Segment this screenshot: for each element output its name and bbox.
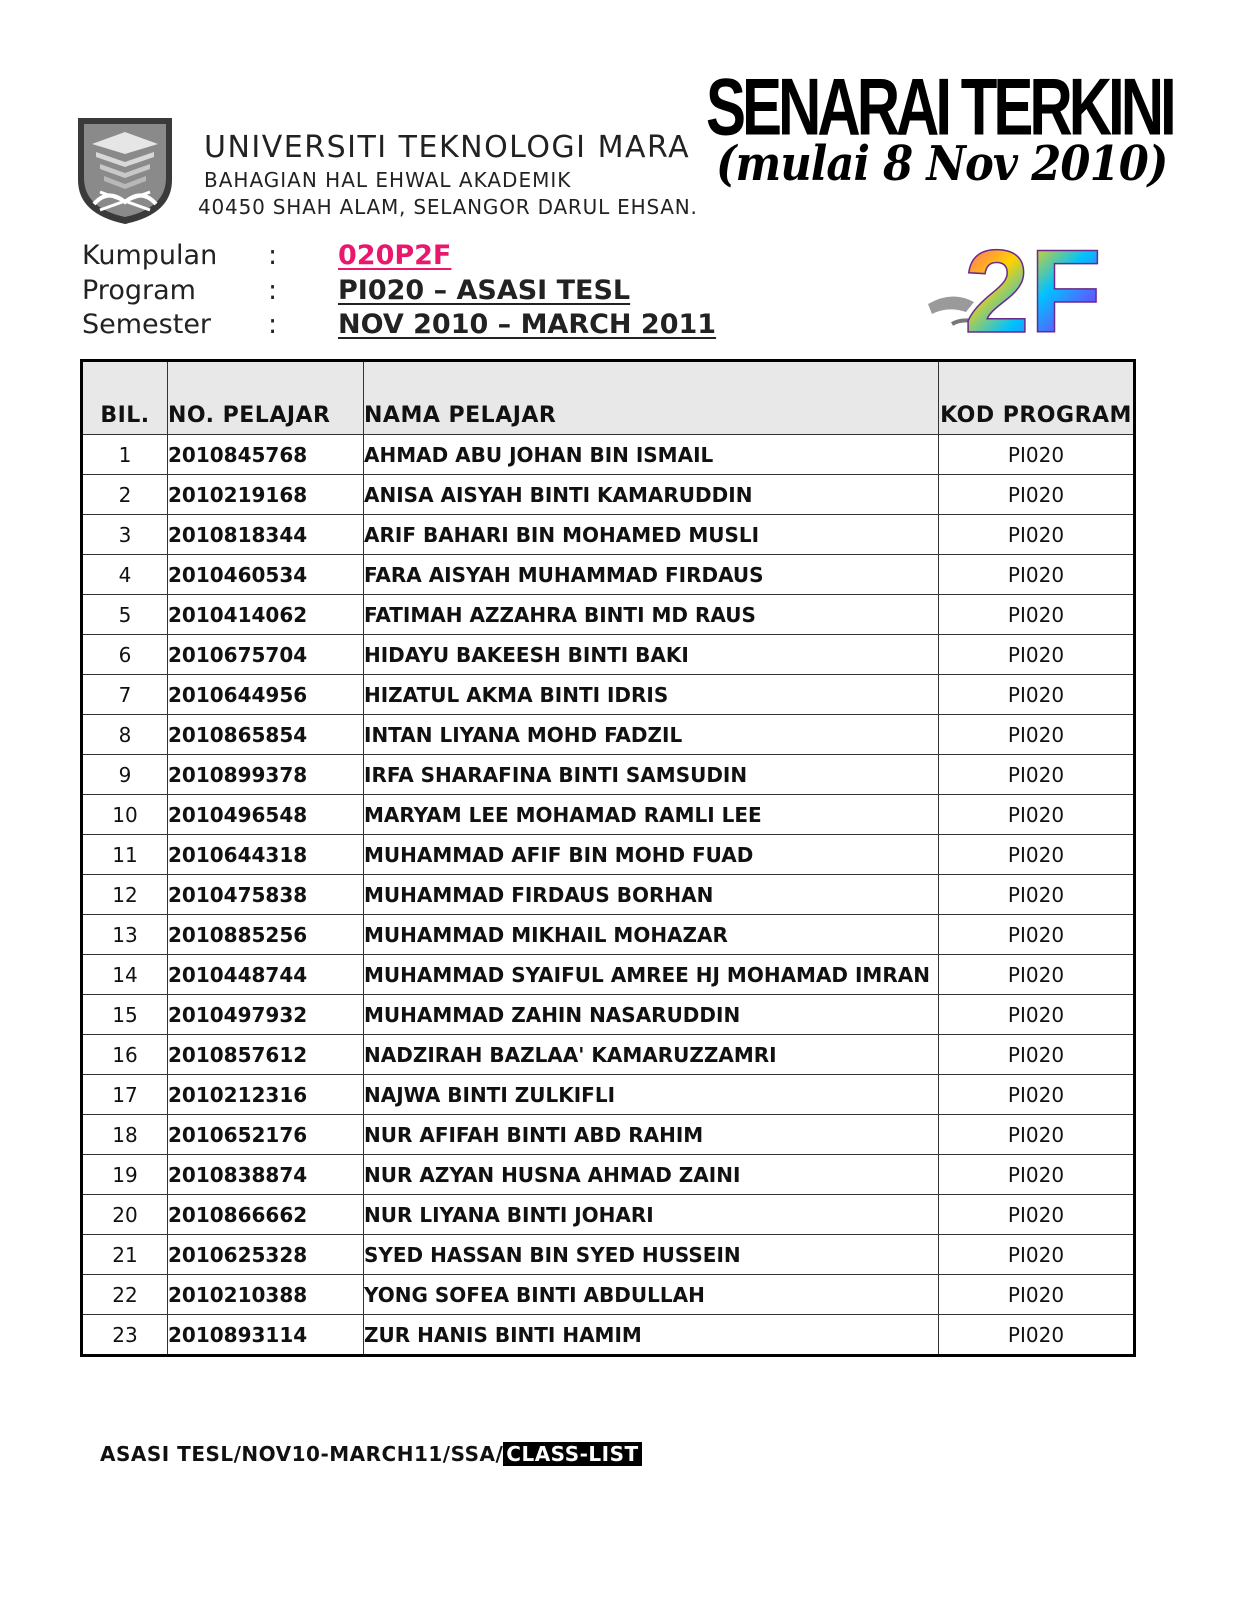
cell-nama-pelajar: NUR AFIFAH BINTI ABD RAHIM <box>364 1115 939 1155</box>
cell-nama-pelajar: NUR AZYAN HUSNA AHMAD ZAINI <box>364 1155 939 1195</box>
cell-kod-program: PI020 <box>939 1235 1135 1275</box>
cell-kod-program: PI020 <box>939 875 1135 915</box>
table-row <box>82 595 1135 635</box>
program-value: PI020 – ASASI TESL <box>338 275 631 306</box>
cell-bil: 12 <box>82 875 168 915</box>
cell-kod-program: PI020 <box>939 755 1135 795</box>
address: 40450 SHAH ALAM, SELANGOR DARUL EHSAN. <box>198 195 698 219</box>
cell-nama-pelajar: FARA AISYAH MUHAMMAD FIRDAUS <box>364 555 939 595</box>
table-row <box>82 1235 1135 1275</box>
col-bil-header: BIL. <box>82 361 168 435</box>
cell-bil: 15 <box>82 995 168 1035</box>
cell-bil: 11 <box>82 835 168 875</box>
cell-nama-pelajar: HIDAYU BAKEESH BINTI BAKI <box>364 635 939 675</box>
cell-kod-program: PI020 <box>939 1115 1135 1155</box>
cell-no-pelajar: 2010212316 <box>168 1075 364 1115</box>
cell-no-pelajar: 2010625328 <box>168 1235 364 1275</box>
cell-nama-pelajar: MARYAM LEE MOHAMAD RAMLI LEE <box>364 795 939 835</box>
program-label: Program <box>82 275 196 306</box>
cell-no-pelajar: 2010866662 <box>168 1195 364 1235</box>
cell-kod-program: PI020 <box>939 435 1135 475</box>
cell-bil: 16 <box>82 1035 168 1075</box>
table-row <box>82 755 1135 795</box>
cell-nama-pelajar: SYED HASSAN BIN SYED HUSSEIN <box>364 1235 939 1275</box>
cell-bil: 13 <box>82 915 168 955</box>
cell-nama-pelajar: MUHAMMAD SYAIFUL AMREE HJ MOHAMAD IMRAN <box>364 955 939 995</box>
table-row <box>82 915 1135 955</box>
cell-no-pelajar: 2010899378 <box>168 755 364 795</box>
cell-kod-program: PI020 <box>939 795 1135 835</box>
table-row <box>82 795 1135 835</box>
cell-kod-program: PI020 <box>939 475 1135 515</box>
colon: : <box>268 275 278 306</box>
cell-nama-pelajar: INTAN LIYANA MOHD FADZIL <box>364 715 939 755</box>
cell-kod-program: PI020 <box>939 995 1135 1035</box>
cell-nama-pelajar: MUHAMMAD AFIF BIN MOHD FUAD <box>364 835 939 875</box>
table-row <box>82 1275 1135 1315</box>
cell-no-pelajar: 2010865854 <box>168 715 364 755</box>
cell-bil: 18 <box>82 1115 168 1155</box>
footer-reference <box>100 1442 642 1466</box>
kumpulan-value: 020P2F <box>338 240 452 271</box>
cell-kod-program: PI020 <box>939 1195 1135 1235</box>
colon: : <box>268 240 278 271</box>
cell-kod-program: PI020 <box>939 915 1135 955</box>
subline: (mulai 8 Nov 2010) <box>716 136 1168 192</box>
cell-bil: 4 <box>82 555 168 595</box>
cell-no-pelajar: 2010644956 <box>168 675 364 715</box>
cell-bil: 14 <box>82 955 168 995</box>
cell-bil: 17 <box>82 1075 168 1115</box>
cell-nama-pelajar: MUHAMMAD FIRDAUS BORHAN <box>364 875 939 915</box>
cell-nama-pelajar: ZUR HANIS BINTI HAMIM <box>364 1315 939 1356</box>
footer-prefix: ASASI TESL/NOV10-MARCH11/SSA/ <box>100 1442 504 1466</box>
cell-kod-program: PI020 <box>939 715 1135 755</box>
cell-no-pelajar: 2010414062 <box>168 595 364 635</box>
footer-highlight: CLASS-LIST <box>503 1442 641 1466</box>
cell-no-pelajar: 2010845768 <box>168 435 364 475</box>
cell-kod-program: PI020 <box>939 1155 1135 1195</box>
table-row <box>82 555 1135 595</box>
cell-bil: 2 <box>82 475 168 515</box>
cell-no-pelajar: 2010210388 <box>168 1275 364 1315</box>
cell-bil: 23 <box>82 1315 168 1356</box>
class-badge <box>922 232 1132 350</box>
table-row <box>82 515 1135 555</box>
table-row <box>82 1075 1135 1115</box>
cell-no-pelajar: 2010893114 <box>168 1315 364 1356</box>
cell-bil: 6 <box>82 635 168 675</box>
cell-nama-pelajar: HIZATUL AKMA BINTI IDRIS <box>364 675 939 715</box>
cell-no-pelajar: 2010497932 <box>168 995 364 1035</box>
cell-bil: 10 <box>82 795 168 835</box>
cell-kod-program: PI020 <box>939 1075 1135 1115</box>
cell-kod-program: PI020 <box>939 955 1135 995</box>
cell-nama-pelajar: YONG SOFEA BINTI ABDULLAH <box>364 1275 939 1315</box>
cell-no-pelajar: 2010857612 <box>168 1035 364 1075</box>
table-row <box>82 715 1135 755</box>
cell-no-pelajar: 2010818344 <box>168 515 364 555</box>
cell-no-pelajar: 2010460534 <box>168 555 364 595</box>
table-row <box>82 675 1135 715</box>
cell-kod-program: PI020 <box>939 555 1135 595</box>
table-row <box>82 1195 1135 1235</box>
cell-nama-pelajar: FATIMAH AZZAHRA BINTI MD RAUS <box>364 595 939 635</box>
university-name: UNIVERSITI TEKNOLOGI MARA <box>204 130 691 165</box>
cell-no-pelajar: 2010496548 <box>168 795 364 835</box>
table-row <box>82 635 1135 675</box>
col-nama-pelajar-header: NAMA PELAJAR <box>364 361 939 435</box>
table-row <box>82 955 1135 995</box>
cell-no-pelajar: 2010652176 <box>168 1115 364 1155</box>
cell-kod-program: PI020 <box>939 515 1135 555</box>
colon: : <box>268 309 278 340</box>
cell-bil: 22 <box>82 1275 168 1315</box>
cell-bil: 3 <box>82 515 168 555</box>
cell-nama-pelajar: NADZIRAH BAZLAA' KAMARUZZAMRI <box>364 1035 939 1075</box>
cell-kod-program: PI020 <box>939 675 1135 715</box>
semester-label: Semester <box>82 309 212 340</box>
cell-bil: 7 <box>82 675 168 715</box>
cell-kod-program: PI020 <box>939 1315 1135 1356</box>
table-row <box>82 1115 1135 1155</box>
cell-kod-program: PI020 <box>939 595 1135 635</box>
kumpulan-label: Kumpulan <box>82 240 218 271</box>
table-row <box>82 435 1135 475</box>
table-row <box>82 1155 1135 1195</box>
table-row <box>82 995 1135 1035</box>
cell-nama-pelajar: NAJWA BINTI ZULKIFLI <box>364 1075 939 1115</box>
cell-bil: 8 <box>82 715 168 755</box>
cell-bil: 19 <box>82 1155 168 1195</box>
cell-nama-pelajar: ANISA AISYAH BINTI KAMARUDDIN <box>364 475 939 515</box>
cell-bil: 21 <box>82 1235 168 1275</box>
cell-no-pelajar: 2010838874 <box>168 1155 364 1195</box>
col-kod-program-header: KOD PROGRAM <box>939 361 1135 435</box>
cell-no-pelajar: 2010644318 <box>168 835 364 875</box>
cell-no-pelajar: 2010675704 <box>168 635 364 675</box>
table-row <box>82 875 1135 915</box>
cell-bil: 20 <box>82 1195 168 1235</box>
table-row <box>82 1035 1135 1075</box>
cell-nama-pelajar: MUHAMMAD ZAHIN NASARUDDIN <box>364 995 939 1035</box>
cell-kod-program: PI020 <box>939 835 1135 875</box>
col-no-pelajar-header: NO. PELAJAR <box>168 361 364 435</box>
cell-nama-pelajar: MUHAMMAD MIKHAIL MOHAZAR <box>364 915 939 955</box>
semester-value: NOV 2010 – MARCH 2011 <box>338 309 717 340</box>
cell-bil: 1 <box>82 435 168 475</box>
table-row <box>82 835 1135 875</box>
badge-text: 2F <box>964 232 1102 350</box>
cell-nama-pelajar: AHMAD ABU JOHAN BIN ISMAIL <box>364 435 939 475</box>
cell-nama-pelajar: NUR LIYANA BINTI JOHARI <box>364 1195 939 1235</box>
table-header-row <box>82 361 1135 435</box>
department-name: BAHAGIAN HAL EHWAL AKADEMIK <box>204 168 572 192</box>
cell-no-pelajar: 2010475838 <box>168 875 364 915</box>
cell-no-pelajar: 2010448744 <box>168 955 364 995</box>
class-list-table <box>80 359 1136 1357</box>
headline: SENARAI TERKINI <box>706 61 1173 152</box>
cell-nama-pelajar: ARIF BAHARI BIN MOHAMED MUSLI <box>364 515 939 555</box>
cell-bil: 5 <box>82 595 168 635</box>
cell-bil: 9 <box>82 755 168 795</box>
cell-no-pelajar: 2010219168 <box>168 475 364 515</box>
table-row <box>82 475 1135 515</box>
cell-nama-pelajar: IRFA SHARAFINA BINTI SAMSUDIN <box>364 755 939 795</box>
cell-no-pelajar: 2010885256 <box>168 915 364 955</box>
cell-kod-program: PI020 <box>939 1275 1135 1315</box>
cell-kod-program: PI020 <box>939 1035 1135 1075</box>
table-row <box>82 1315 1135 1356</box>
cell-kod-program: PI020 <box>939 635 1135 675</box>
university-logo <box>78 118 172 224</box>
